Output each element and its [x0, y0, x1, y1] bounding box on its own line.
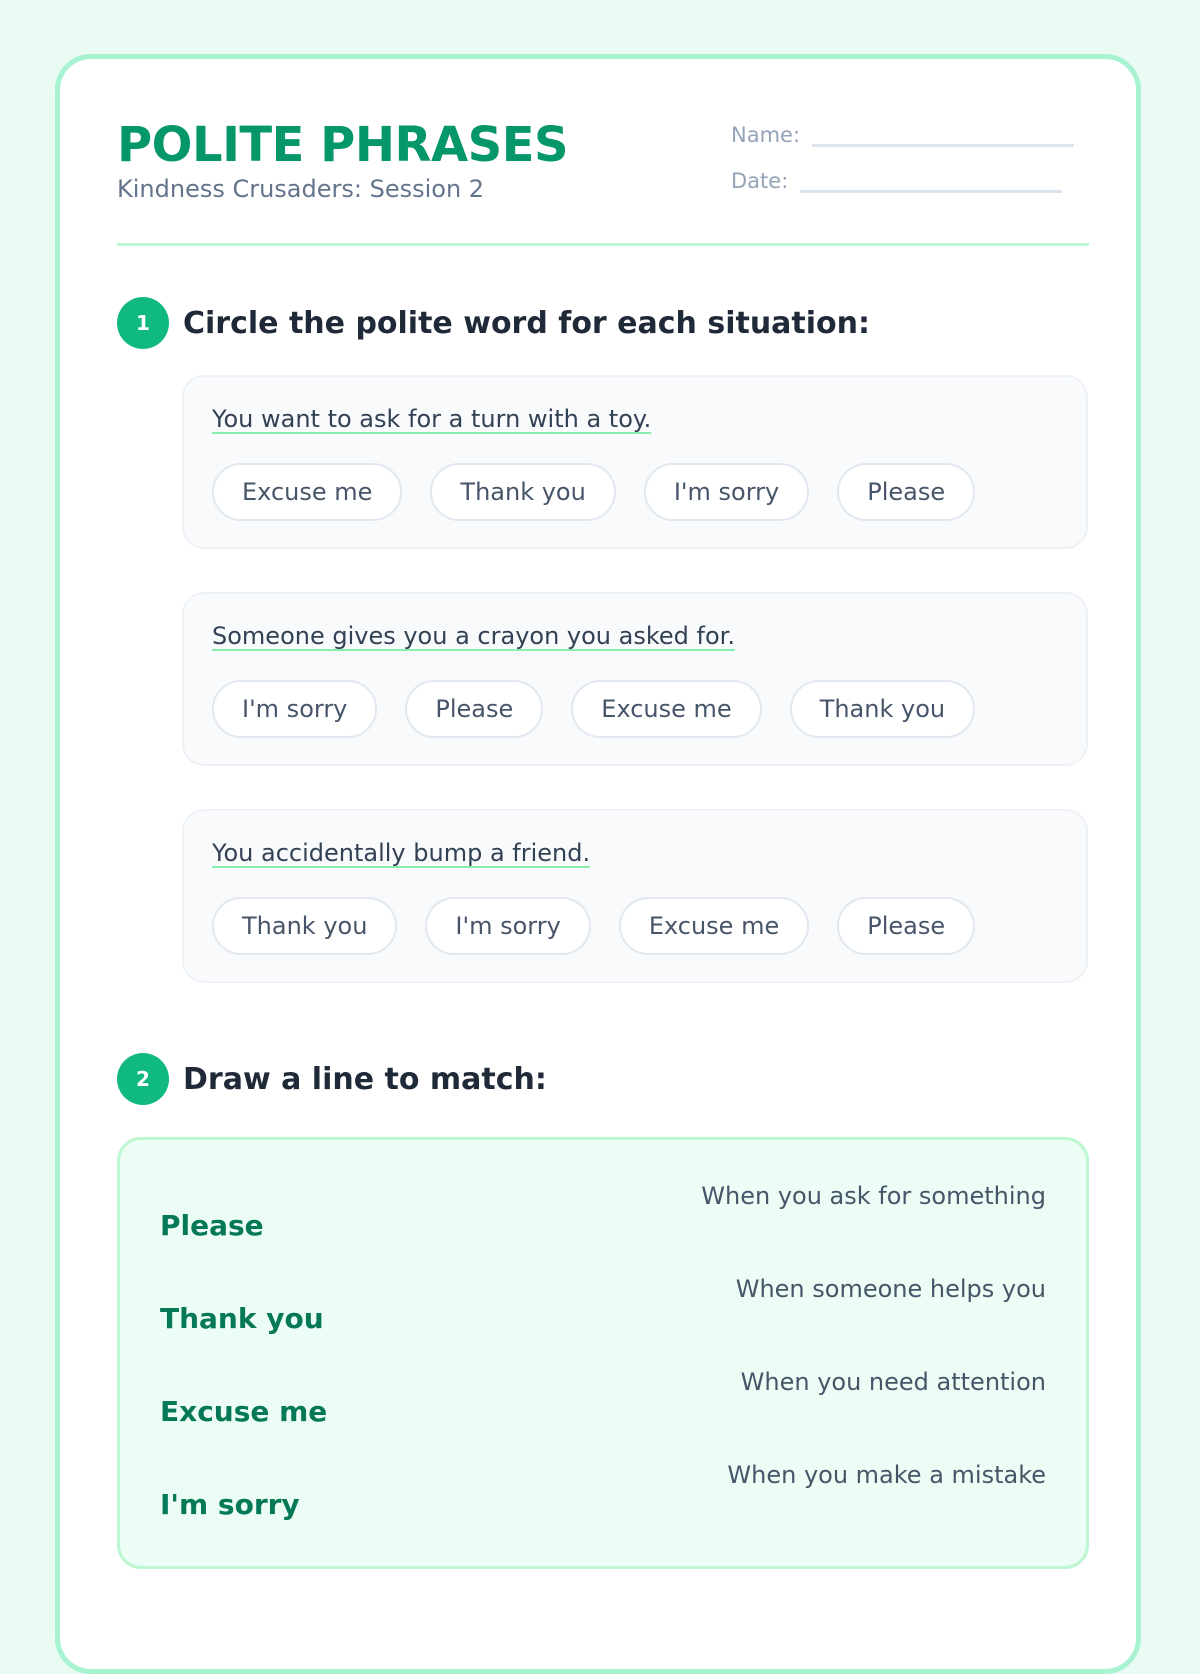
question-text: You want to ask for a turn with a toy. — [212, 405, 652, 433]
matching-box — [117, 1137, 1089, 1569]
match-meaning[interactable]: When you need attention — [740, 1368, 1046, 1396]
choice-pill[interactable]: Please — [405, 680, 543, 738]
page-subtitle: Kindness Crusaders: Session 2 — [117, 175, 485, 203]
choice-pill[interactable]: Thank you — [430, 463, 615, 521]
name-label: Name: — [731, 123, 801, 147]
name-field[interactable] — [731, 123, 1074, 147]
match-row — [160, 1182, 1046, 1242]
worksheet — [55, 54, 1141, 1674]
choice-pill[interactable]: I'm sorry — [425, 897, 590, 955]
section-1-heading — [117, 297, 870, 349]
question-card-3 — [182, 809, 1088, 983]
date-line[interactable] — [800, 190, 1062, 193]
match-meaning[interactable]: When you make a mistake — [727, 1461, 1046, 1489]
match-meaning[interactable]: When you ask for something — [701, 1182, 1046, 1210]
section-2-number: 2 — [117, 1053, 169, 1105]
page-title: POLITE PHRASES — [117, 117, 569, 173]
choice-pill[interactable]: I'm sorry — [644, 463, 809, 521]
choice-pill[interactable]: Thank you — [790, 680, 975, 738]
date-field[interactable] — [731, 169, 1062, 193]
choice-pill[interactable]: I'm sorry — [212, 680, 377, 738]
question-text: You accidentally bump a friend. — [212, 839, 591, 867]
question-card-2 — [182, 592, 1088, 766]
choice-pill[interactable]: Excuse me — [571, 680, 761, 738]
choice-pill[interactable]: Excuse me — [619, 897, 809, 955]
choice-group — [212, 897, 975, 955]
choice-pill[interactable]: Thank you — [212, 897, 397, 955]
match-row — [160, 1368, 1046, 1428]
choice-pill[interactable]: Excuse me — [212, 463, 402, 521]
match-phrase[interactable]: Thank you — [160, 1302, 324, 1335]
choice-group — [212, 680, 975, 738]
date-label: Date: — [731, 169, 789, 193]
worksheet-header — [117, 117, 1089, 246]
match-meaning[interactable]: When someone helps you — [735, 1275, 1046, 1303]
match-phrase[interactable]: I'm sorry — [160, 1488, 300, 1521]
match-row — [160, 1275, 1046, 1335]
choice-pill[interactable]: Please — [837, 463, 975, 521]
choice-group — [212, 463, 975, 521]
section-2-title: Draw a line to match: — [183, 1061, 547, 1097]
question-text: Someone gives you a crayon you asked for. — [212, 622, 735, 650]
name-line[interactable] — [812, 144, 1074, 147]
match-phrase[interactable]: Please — [160, 1209, 264, 1242]
section-1-title: Circle the polite word for each situation: — [183, 305, 871, 341]
match-phrase[interactable]: Excuse me — [160, 1395, 328, 1428]
match-row — [160, 1461, 1046, 1521]
section-1-number: 1 — [117, 297, 169, 349]
section-2-heading — [117, 1053, 547, 1105]
choice-pill[interactable]: Please — [837, 897, 975, 955]
question-card-1 — [182, 375, 1088, 549]
